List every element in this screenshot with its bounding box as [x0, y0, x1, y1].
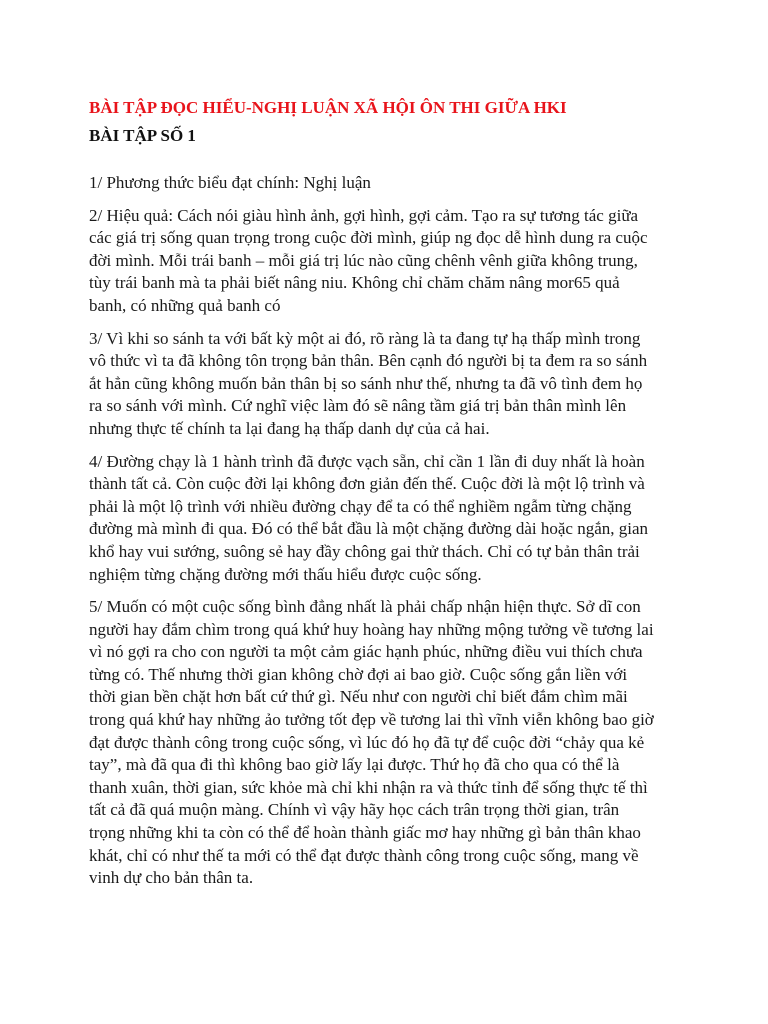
- answer-paragraph-2: [89, 205, 689, 318]
- text-line: vinh dự cho bản thân ta.: [89, 868, 254, 888]
- text-line: 1/ Phương thức biểu đạt chính: Nghị luận: [89, 173, 371, 192]
- text-line: nghiệm từng chặng đường mới thấu hiểu được cuộc sống.: [89, 564, 482, 584]
- text-line: đạt được thành công trong cuộc sống, vì lúc đó họ đã tự để cuộc đời “chảy qua kẻ: [89, 732, 645, 752]
- text-line: 2/ Hiệu quả: Cách nói giàu hình ảnh, gợi hình, gợi cảm. Tạo ra sự tương tác giữa: [89, 205, 639, 225]
- text-line: trọng những khi ta còn có thể để hoàn thành giấc mơ hay những gì bản thân khao: [89, 823, 641, 843]
- text-line: thanh xuân, thời gian, sức khỏe mà chỉ khi nhận ra và thức tỉnh để sống thực tế thì: [89, 777, 648, 797]
- text-line: 4/ Đường chạy là 1 hành trình đã được vạch sẵn, chỉ cần 1 lần đi duy nhất là hoàn: [89, 451, 645, 471]
- text-line: tay”, mà đã qua đi thì không bao giờ lấy lại được. Thứ họ đã cho qua có thể là: [89, 755, 620, 775]
- text-line: khổ hay vui sướng, suông sẻ hay đầy chông gai thử thách. Chỉ có tự bản thân trải: [89, 541, 640, 561]
- text-line: tùy trái banh mà ta phải biết nâng niu. Không chỉ chăm chăm nâng mor65 quả: [89, 273, 620, 293]
- answer-paragraph-4: [89, 451, 689, 587]
- text-line: thời gian bền chặt hơn bất cứ thứ gì. Nếu như con người chỉ biết đắm chìm mãi: [89, 687, 628, 707]
- text-line: đường mà mình đi qua. Đó có thể bắt đầu là một chặng đường dài hoặc ngắn, gian: [89, 519, 649, 539]
- text-line: nhưng thực tế chính ta lại đang hạ thấp danh dự của cả hai.: [89, 418, 490, 438]
- text-line: phải là một lộ trình với nhiều đường chạy để ta có thể nghiềm ngẫm từng chặng: [89, 496, 632, 516]
- text-line: vì nó gợi ra cho con người ta một cảm giác hạnh phúc, những điều vui thích chưa: [89, 642, 643, 662]
- text-line: người hay đắm chìm trong quá khứ huy hoàng hay những mộng tưởng về tương lai: [89, 619, 654, 639]
- text-line: khát, chỉ có như thế ta mới có thể đạt được thành công trong cuộc sống, mang về: [89, 845, 639, 865]
- text-line: từng có. Thế nhưng thời gian không chờ đợi ai bao giờ. Cuộc sống gắn liền với: [89, 664, 628, 684]
- text-line: vô thức vì ta đã không tôn trọng bản thân. Bên cạnh đó người bị ta đem ra so sánh: [89, 351, 648, 371]
- text-line: banh, có những quả banh có: [89, 295, 281, 315]
- text-line: thành tất cả. Còn cuộc đời lại không đơn giản đến thế. Cuộc đời là một lộ trình và: [89, 474, 645, 494]
- document-title: BÀI TẬP ĐỌC HIỂU-NGHỊ LUẬN XÃ HỘI ÔN THI GIỮA HKI: [89, 98, 567, 117]
- text-line: trong quá khứ hay những ảo tưởng tốt đẹp về tương lai thì vĩnh viễn không bao giờ: [89, 710, 654, 730]
- answer-paragraph-1: [89, 172, 689, 195]
- text-line: các giá trị sống quan trọng trong cuộc đời mình, giúp ng đọc dễ hình dung ra cuộc: [89, 228, 648, 248]
- exercise-heading: BÀI TẬP SỐ 1: [89, 126, 196, 145]
- document-content: [89, 96, 689, 890]
- answer-paragraph-3: [89, 328, 689, 441]
- text-line: 3/ Vì khi so sánh ta với bất kỳ một ai đó, rõ ràng là ta đang tự hạ thấp mình trong: [89, 328, 641, 348]
- text-line: tất cả đã quá muộn màng. Chính vì vậy hãy học cách trân trọng thời gian, trân: [89, 800, 620, 820]
- text-line: đời mình. Mỗi trái banh – mỗi giá trị lúc nào cũng chênh vênh giữa không trung,: [89, 250, 638, 270]
- answer-paragraph-5: [89, 596, 689, 890]
- text-line: ra so sánh với mình. Cứ nghĩ việc làm đó sẽ nâng tầm giá trị bản thân mình lên: [89, 396, 627, 416]
- text-line: 5/ Muốn có một cuộc sống bình đẳng nhất là phải chấp nhận hiện thực. Sở dĩ con: [89, 597, 641, 617]
- text-line: ắt hẳn cũng không muốn bản thân bị so sánh như thế, nhưng ta đã vô tình đem họ: [89, 373, 643, 393]
